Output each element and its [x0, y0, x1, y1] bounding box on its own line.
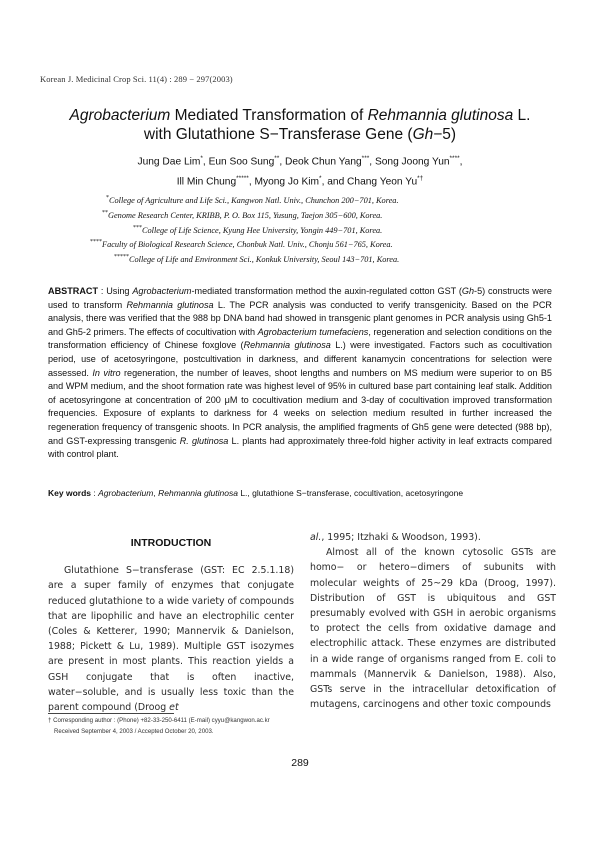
author-mark: *	[200, 155, 203, 162]
author: and Chang Yeon Yu	[327, 176, 418, 188]
keywords-text: L., glutathione S−transferase, cocultivation, acetosyringone	[237, 488, 464, 498]
keyword-italic: Agrobacterium	[98, 488, 154, 498]
author-mark: **	[274, 155, 280, 162]
paragraph-text: , 1995; Itzhaki & Woodson, 1993).	[321, 532, 481, 543]
affiliation-mark: ***	[133, 224, 142, 231]
affiliation-text: College of Life Science, Kyung Hee University, Yongin 449−701, Korea.	[142, 225, 383, 235]
author-list: Jung Dae Lim*, Eun Soo Sung**, Deok Chun Yang***, Song Joong Yun****, Ill Min Chung*****, Myong Jo Kim*, and Chang Yeon Yu*†	[137, 155, 463, 188]
abstract-italic: In vitro	[92, 367, 121, 378]
author: Song Joong Yun	[374, 156, 450, 168]
keyword-italic: Rehmannia glutinosa	[158, 488, 238, 498]
abstract-label: ABSTRACT	[48, 286, 99, 296]
affiliation-mark: *	[106, 195, 109, 201]
abstract	[48, 285, 552, 462]
author-mark: *	[319, 174, 322, 182]
section-heading: INTRODUCTION	[130, 537, 212, 549]
affiliation-mark: **	[102, 209, 108, 216]
corresponding-author-note: † Corresponding author : (Phone) +82-33-250-6411 (E-mail) cyyu@kangwon.ac.kr	[48, 717, 270, 724]
affiliation	[40, 192, 560, 207]
affiliation	[40, 251, 560, 266]
affiliation-mark: *****	[114, 254, 129, 261]
title-species: Rehmannia glutinosa	[367, 107, 514, 124]
abstract-italic: Gh	[461, 286, 475, 296]
affiliation-text: Genome Research Center, KRIBB, P. O. Box 115, Yusung, Taejon 305−600, Korea.	[108, 210, 383, 220]
author-mark: ***	[361, 155, 370, 162]
abstract-text: L.) were investigated. Factors such as cocultivation period, use of acetosyringone, postcultivation in darkness, and different kanamycin concentrations for selection were assessed.	[48, 340, 552, 378]
abstract-italic: Agrobacterium	[132, 286, 192, 296]
footnote-divider	[48, 713, 174, 714]
abstract-text: -5) constructs were used to transform	[48, 286, 552, 310]
column-left	[48, 530, 294, 715]
author-mark: ****	[449, 155, 460, 162]
paragraph-italic: al.	[310, 532, 322, 543]
abstract-text: -mediated transformation method the auxin-regulated cotton GST (	[191, 286, 462, 296]
affiliation-text: Faculty of Biological Research Science, Chonbuk Natl. Univ., Chonju 561−765, Korea.	[102, 240, 393, 250]
column-right	[310, 530, 556, 712]
keywords	[48, 487, 552, 499]
affiliation	[40, 236, 560, 251]
title-text-4: −5)	[433, 126, 457, 143]
abstract-text: , regeneration and selection conditions on the transformation efficiency of Chinese foxglove (	[48, 326, 552, 351]
page-number: 289	[291, 757, 309, 769]
keywords-label: Key words	[48, 488, 91, 498]
keywords-sep: ,	[153, 488, 159, 498]
author-mark: *†	[417, 174, 424, 182]
received-date-note: Received September 4, 2003 / Accepted October 20, 2003.	[54, 727, 214, 735]
journal-citation: Korean J. Medicinal Crop Sci. 11(4) : 289 − 297(2003)	[40, 74, 233, 84]
abstract-italic: R. glutinosa	[179, 435, 229, 446]
affiliation-text: College of Agriculture and Life Sci., Kangwon Natl. Univ., Chunchon 200−701, Korea.	[109, 195, 399, 205]
author-mark: *****	[236, 174, 249, 182]
author: Eun Soo Sung	[208, 156, 275, 168]
author: Jung Dae Lim	[137, 156, 201, 168]
author: Ill Min Chung	[176, 176, 237, 188]
abstract-italic: Agrobacterium tumefaciens	[257, 326, 369, 337]
abstract-text: L. plants had approximately three-fold higher activity in leaf extracts compared with control plant.	[48, 435, 552, 460]
affiliation	[40, 207, 560, 222]
footnotes	[48, 716, 408, 737]
abstract-text: regeneration, the number of leaves, shoot lengths and numbers on MS medium were superior to on B5 and WPM medium, and the shoot formation rate was highest level of 95% in cultured base part containing leaf stalk. Addition of acetosyringone at concentration of 200 μM to cocultivation medium and 3-day of cocultivation improved transformation frequencies. Exposure of explants to darkness for 4 weeks on selection medium resulted in further increased the regeneration frequency of transgenic shoots. In PCR analysis, the amplified fragments of Gh5 gene were detected (988 bp), and GST-expressing transgenic	[48, 367, 552, 446]
paragraph-text: Glutathione S−transferase (GST: EC 2.5.1.18) are a super family of enzymes that conjugate reduced glutathione to a wide variety of compounds that are lipophilic and have an electrophilic center (Coles & Ketterer, 1990; Mannervik & Danielson, 1988; Pickett & Lu, 1989). Multiple GST isozymes are present in most plants. This reaction yields a GSH conjugate that is often inactive, water−soluble, and is usually less toxic than the parent compound (Droog	[48, 565, 294, 714]
keywords-sep: :	[91, 488, 99, 498]
author: Myong Jo Kim	[254, 176, 320, 188]
paragraph-italic: et	[169, 702, 179, 714]
paragraph	[310, 530, 556, 545]
abstract-text: : Using	[98, 286, 133, 296]
title-gene: Gh	[412, 126, 434, 143]
abstract-italic: Rehmannia glutinosa	[126, 299, 214, 310]
abstract-text: L. The PCR analysis was conducted to verify transgenicity. Based on the PCR analysis, there was verified that the 988 bp DNA band had showed in transgenic plant genomes in PCR analysis using Gh5-1 and Gh5-2 primers. The effects of cocultivation with	[48, 299, 552, 337]
affiliation-text: College of Life and Environment Sci., Konkuk University, Seoul 143−701, Korea.	[129, 254, 400, 264]
affiliation-list	[40, 192, 560, 266]
title-text-1: Mediated Transformation of	[170, 107, 368, 124]
author: Deok Chun Yang	[285, 156, 362, 168]
paragraph: Almost all of the known cytosolic GSTs are homo− or hetero−dimers of subunits with molecular weights of 25~29 kDa (Droog, 1997). Distribution of GST is ubiquitous and GST presumably evolved with GSH in aerobic organisms to protect the cells from oxidative damage and electrophilic attack. These enzymes are distributed in a wide range of organisms ranged from E. coli to mammals (Mannervik & Danielson, 1988). Also, GSTs serve in the intracellular detoxification of mutagens, carcinogens and other toxic compounds	[310, 547, 556, 711]
abstract-italic: Rehmannia glutinosa	[243, 340, 331, 351]
paragraph	[48, 563, 294, 715]
paper-title	[40, 106, 560, 144]
affiliation	[40, 222, 560, 237]
title-text-2: L.	[513, 107, 531, 124]
affiliation-mark: ****	[90, 239, 102, 246]
title-text-3: with Glutathione S−Transferase Gene (	[143, 126, 413, 143]
title-genus: Agrobacterium	[69, 107, 171, 124]
